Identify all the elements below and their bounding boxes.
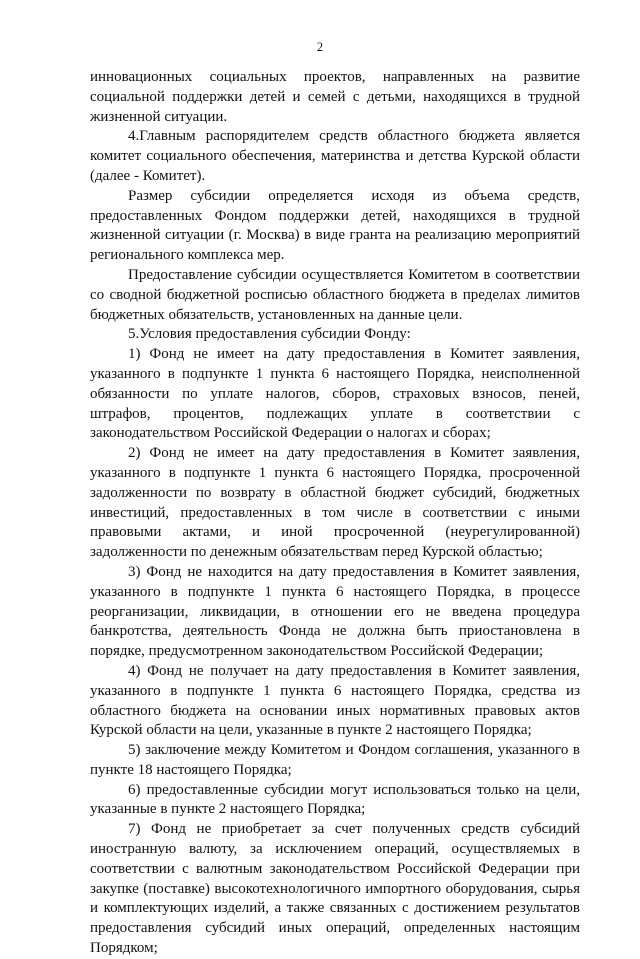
- condition-4: 4) Фонд не получает на дату предоставления в Комитет заявления, указанного в подпункте 1 пункта 6 настоящего Порядка, средства из областного бюджета на основании иных нормативных правовых актов Курской области на цели, указанные в пункте 2 настоящего Порядка;: [90, 662, 580, 739]
- page-number: 2: [316, 40, 324, 54]
- paragraph-continuation: инновационных социальных проектов, направленных на развитие социальной поддержки детей и семей с детьми, находящихся в трудной жизненной ситуации.: [90, 69, 580, 125]
- document-body: [90, 68, 580, 959]
- condition-5: 5) заключение между Комитетом и Фондом соглашения, указанного в пункте 18 настоящего Порядка;: [90, 742, 580, 778]
- condition-3: 3) Фонд не находится на дату предоставления в Комитет заявления, указанного в подпункте 1 пункта 6 настоящего Порядка, в процессе реорганизации, ликвидации, в отношении его не введена процедура банкротства, деятельность Фонда не должна быть приостановлена в порядке, предусмотренном законодательством Российской Федерации;: [90, 563, 580, 660]
- condition-6: 6) предоставленные субсидии могут использоваться только на цели, указанные в пункте 2 настоящего Порядка;: [90, 781, 580, 818]
- condition-2: 2) Фонд не имеет на дату предоставления в Комитет заявления, указанного в подпункте 1 пункта 6 настоящего Порядка, просроченной задолженности по возврату в областной бюджет субсидий, бюджетных инвестиций, предоставленных в том числе в соответствии с иными правовыми актами, и иной просроченной (неурегулированной) задолженности по денежным обязательствам перед Курской областью;: [90, 445, 580, 561]
- paragraph-item-5-heading: 5.Условия предоставления субсидии Фонду:: [128, 326, 411, 343]
- paragraph-subsidy-amount: Размер субсидии определяется исходя из объема средств, предоставленных Фондом поддержки детей, находящихся в трудной жизненной ситуации (г. Москва) в виде гранта на реализацию мероприятий регионального комплекса мер.: [90, 187, 580, 264]
- condition-7: 7) Фонд не приобретает за счет полученных средств субсидий иностранную валюту, за исключением операций, осуществляемых в соответствии с валютным законодательством Российской Федерации при закупке (поставке) высокотехнологичного импортного оборудования, сырья и комплектующих изделий, а также связанных с достижением результатов предоставления субсидий иных операций, определенных настоящим Порядком;: [90, 821, 580, 957]
- paragraph-subsidy-provision: Предоставление субсидии осуществляется Комитетом в соответствии со сводной бюджетной росписью областного бюджета в пределах лимитов бюджетных обязательств, установленных на данные цели.: [90, 266, 580, 323]
- paragraph-item-4: 4.Главным распорядителем средств областного бюджета является комитет социального обеспечения, материнства и детства Курской области (далее - Комитет).: [90, 128, 580, 184]
- condition-1: 1) Фонд не имеет на дату предоставления в Комитет заявления, указанного в подпункте 1 пункта 6 настоящего Порядка, неисполненной обязанности по уплате налогов, сборов, страховых взносов, пеней, штрафов, процентов, подлежащих уплате в соответствии с законодательством Российской Федерации о налогах и сборах;: [90, 346, 580, 442]
